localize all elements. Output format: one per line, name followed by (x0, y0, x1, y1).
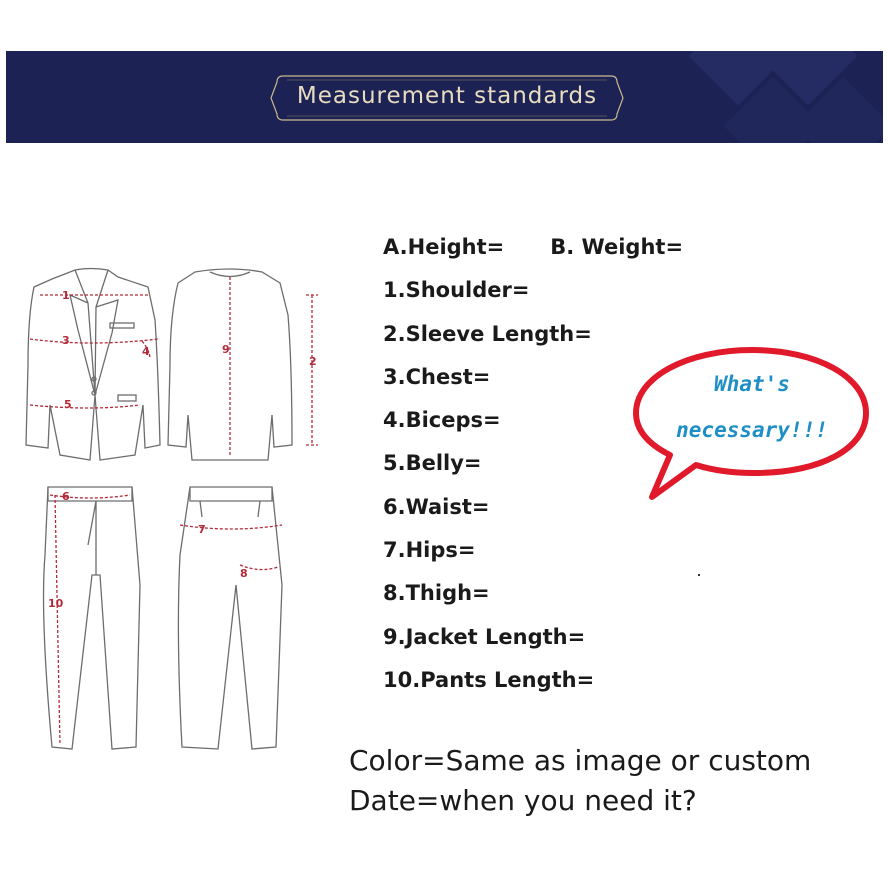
measure-label-10: 10 (48, 597, 64, 610)
weight-label: B. Weight= (550, 235, 684, 259)
measure-label-5: 5 (64, 398, 72, 411)
measure-label-8: 8 (240, 567, 248, 580)
measure-label-1: 1 (62, 289, 70, 302)
hips-label: 7.Hips= (383, 538, 476, 563)
measure-label-7: 7 (198, 523, 206, 536)
color-note: Color=Same as image or custom (349, 744, 812, 777)
measurement-row (383, 232, 683, 275)
measure-label-2: 2 (309, 355, 317, 368)
header-banner (6, 51, 883, 143)
date-note: Date=when you need it? (349, 784, 697, 817)
biceps-label: 4.Biceps= (383, 408, 501, 433)
pants-back-icon (178, 487, 282, 749)
measure-label-3: 3 (62, 334, 70, 347)
banner-title: Measurement standards (296, 83, 598, 109)
waist-label: 6.Waist= (383, 494, 490, 519)
chest-label: 3.Chest= (383, 364, 491, 389)
speech-bubble (632, 345, 872, 510)
measure-label-9: 9 (222, 343, 230, 356)
bubble-line-1: What's (714, 372, 790, 396)
measure-label-6: 6 (62, 490, 70, 503)
height-label: A.Height= (383, 235, 505, 259)
sleeve-length-label: 2.Sleeve Length= (383, 321, 592, 346)
footer-notes (349, 742, 811, 822)
stray-dot (698, 574, 700, 576)
jacket-length-label: 9.Jacket Length= (383, 624, 586, 649)
bubble-line-2: necessary!!! (676, 418, 828, 442)
pants-length-label: 10.Pants Length= (383, 667, 595, 692)
shoulder-label: 1.Shoulder= (383, 278, 530, 303)
measure-label-4: 4 (142, 345, 150, 358)
thigh-label: 8.Thigh= (383, 581, 490, 606)
belly-label: 5.Belly= (383, 451, 482, 476)
banner-title-frame (269, 73, 625, 123)
garment-diagram (0, 255, 340, 765)
